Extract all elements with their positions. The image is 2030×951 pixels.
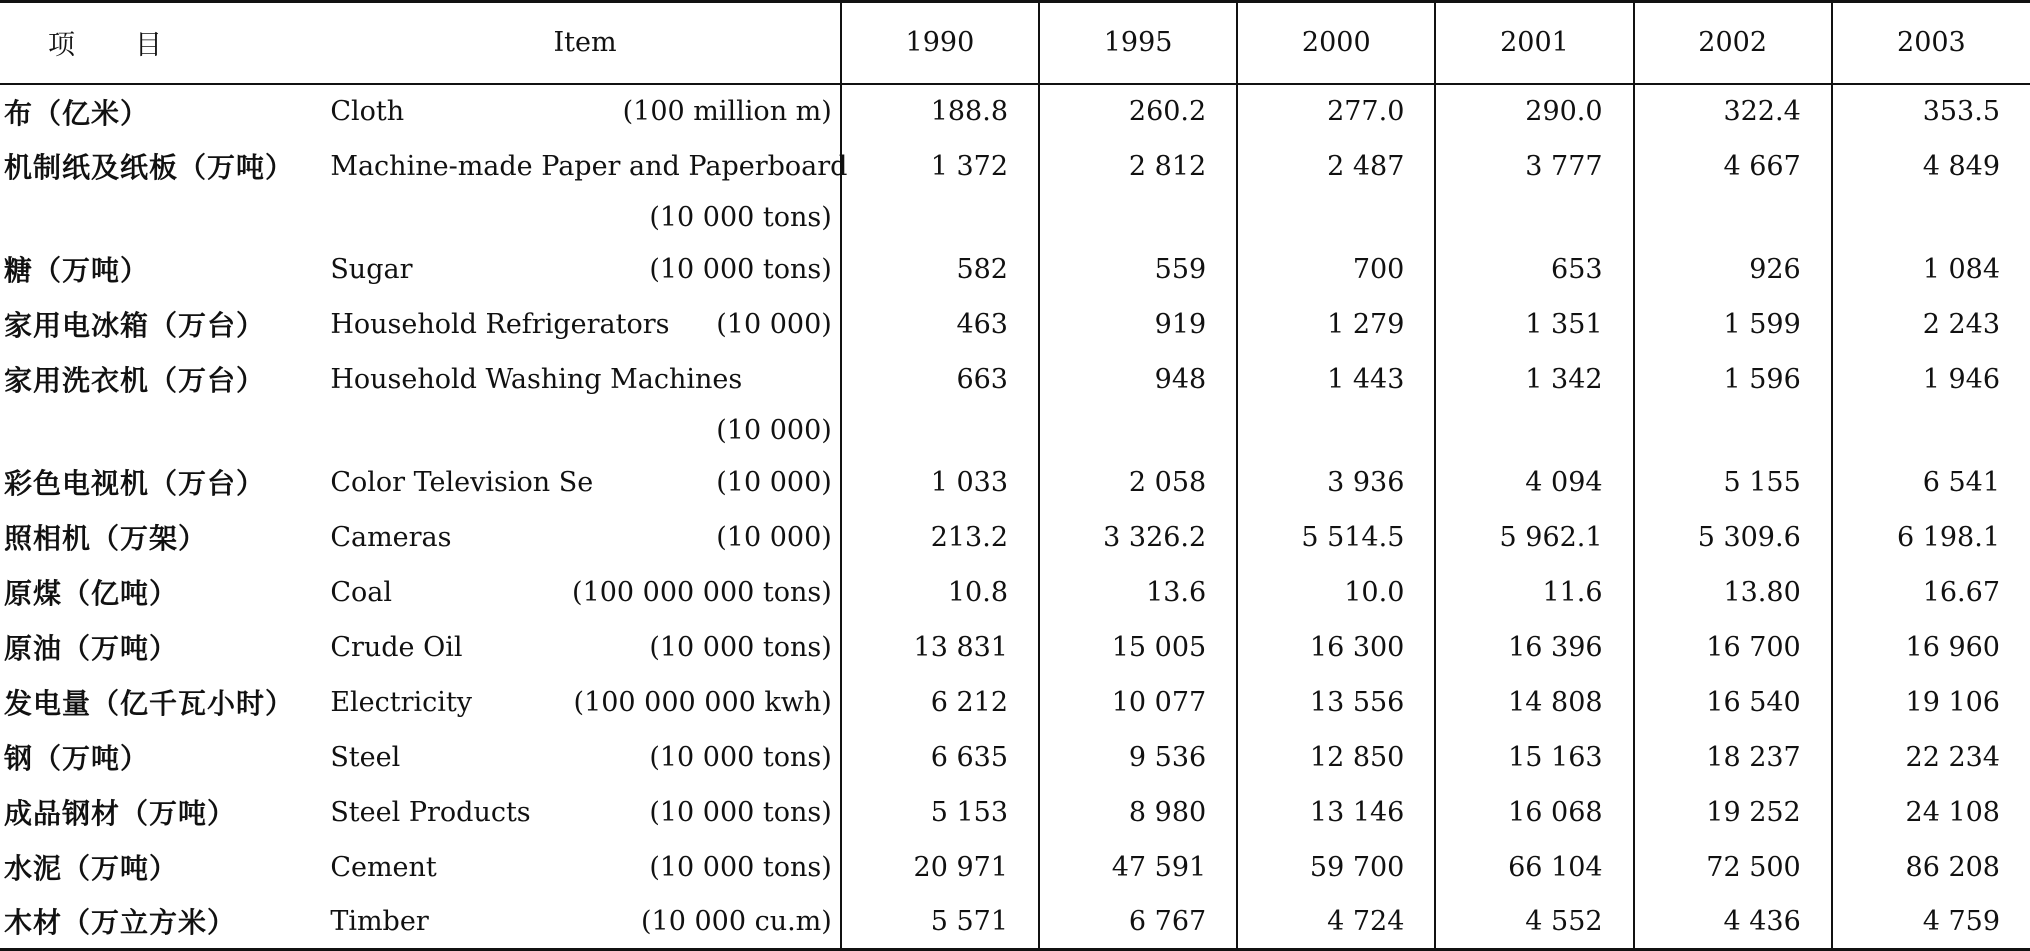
table-row: [0, 785, 2030, 840]
table-row: [0, 352, 2030, 407]
item-name: Crude Oil: [330, 631, 463, 663]
row-label-en: [330, 139, 848, 194]
item-unit: (10 000): [716, 415, 832, 446]
row-label-cn: 糖（万吨）: [4, 254, 150, 287]
value-cell: 1 084: [1832, 242, 2030, 297]
value-cell: 66 104: [1435, 840, 1633, 895]
row-label-en: [330, 730, 841, 785]
row-label-cn: 成品钢材（万吨）: [4, 797, 237, 830]
row-label-en: [330, 297, 841, 352]
value-cell: 13.80: [1634, 565, 1832, 620]
value-cell: 86 208: [1832, 840, 2030, 895]
table-row: [0, 84, 2030, 139]
row-label-cn: 钢（万吨）: [4, 742, 150, 775]
value-cell: 16 700: [1634, 620, 1832, 675]
row-label-en: [330, 675, 841, 730]
value-cell: 10 077: [1039, 675, 1237, 730]
value-cell: 19 106: [1832, 675, 2030, 730]
value-cell: 16 068: [1435, 785, 1633, 840]
value-cell: 16 960: [1832, 620, 2030, 675]
row-label-en: [330, 455, 841, 510]
value-cell: 582: [841, 242, 1039, 297]
value-cell: 4 094: [1435, 455, 1633, 510]
value-cell: 1 372: [841, 139, 1039, 194]
item-name: Color Television Se: [330, 466, 594, 498]
item-name: Steel: [330, 741, 401, 773]
value-cell: 8 980: [1039, 785, 1237, 840]
value-cell: 5 155: [1634, 455, 1832, 510]
value-cell: 19 252: [1634, 785, 1832, 840]
item-unit: (10 000 tons): [649, 202, 832, 233]
value-cell: 559: [1039, 242, 1237, 297]
header-year-2000: 2000: [1237, 2, 1435, 84]
value-cell: 5 571: [841, 895, 1039, 950]
table-row-continuation: [0, 194, 2030, 242]
value-cell: 13.6: [1039, 565, 1237, 620]
row-label-cn: 木材（万立方米）: [0, 895, 330, 950]
row-label-cn: 彩色电视机（万台）: [4, 467, 266, 500]
value-cell: 3 326.2: [1039, 510, 1237, 565]
table-row: [0, 565, 2030, 620]
value-cell: 16 396: [1435, 620, 1633, 675]
value-cell: 5 309.6: [1634, 510, 1832, 565]
row-label-en: [330, 620, 841, 675]
value-cell: 4 552: [1435, 895, 1633, 950]
value-cell: 6 198.1: [1832, 510, 2030, 565]
table-row: [0, 510, 2030, 565]
value-cell: 213.2: [841, 510, 1039, 565]
row-label-en: [330, 242, 841, 297]
item-name: Cameras: [330, 521, 452, 553]
header-year-1995: 1995: [1039, 2, 1237, 84]
item-unit: (100 million m): [622, 96, 832, 127]
value-cell: 4 436: [1634, 895, 1832, 950]
value-cell: 3 777: [1435, 139, 1633, 194]
value-cell: 4 759: [1832, 895, 2030, 950]
header-year-2002: 2002: [1634, 2, 1832, 84]
row-label-en: [330, 840, 841, 895]
table-row: [0, 242, 2030, 297]
value-cell: 5 514.5: [1237, 510, 1435, 565]
item-name: Sugar: [330, 253, 413, 285]
item-name: Electricity: [330, 686, 473, 718]
value-cell: 1 443: [1237, 352, 1435, 407]
row-label-en: [330, 785, 841, 840]
item-unit: (10 000): [716, 521, 832, 553]
table-row: [0, 139, 2030, 194]
header-item-cn: 项目: [0, 2, 330, 84]
value-cell: 5 962.1: [1435, 510, 1633, 565]
table-row: [0, 895, 2030, 950]
value-cell: 15 163: [1435, 730, 1633, 785]
item-name: Coal: [330, 576, 392, 608]
item-unit: (10 000 tons): [649, 631, 832, 663]
item-unit: (10 000): [716, 308, 832, 340]
row-label-cn: 原油（万吨）: [4, 632, 179, 665]
header-item-en: Item: [330, 2, 841, 84]
row-label-cn: 家用电冰箱（万台）: [4, 309, 266, 342]
value-cell: 1 599: [1634, 297, 1832, 352]
value-cell: 948: [1039, 352, 1237, 407]
value-cell: 6 767: [1039, 895, 1237, 950]
value-cell: 4 724: [1237, 895, 1435, 950]
value-cell: 59 700: [1237, 840, 1435, 895]
value-cell: 22 234: [1832, 730, 2030, 785]
item-name: Machine-made Paper and Paperboard: [330, 150, 848, 182]
value-cell: 5 153: [841, 785, 1039, 840]
table-row: [0, 297, 2030, 352]
value-cell: 9 536: [1039, 730, 1237, 785]
row-label-en: [330, 565, 841, 620]
table-row-continuation: [0, 407, 2030, 455]
value-cell: 188.8: [841, 84, 1039, 139]
value-cell: 2 812: [1039, 139, 1237, 194]
value-cell: 4 667: [1634, 139, 1832, 194]
value-cell: 1 946: [1832, 352, 2030, 407]
value-cell: 24 108: [1832, 785, 2030, 840]
item-unit: (10 000 cu.m): [640, 905, 832, 937]
table-row: [0, 620, 2030, 675]
value-cell: 20 971: [841, 840, 1039, 895]
value-cell: 2 058: [1039, 455, 1237, 510]
value-cell: 700: [1237, 242, 1435, 297]
value-cell: 16 540: [1634, 675, 1832, 730]
row-label-cn: 布（亿米）: [4, 96, 150, 130]
value-cell: 2 243: [1832, 297, 2030, 352]
value-cell: 15 005: [1039, 620, 1237, 675]
item-name: Cloth: [330, 96, 405, 127]
row-label-en: [330, 895, 841, 950]
value-cell: 277.0: [1237, 84, 1435, 139]
table-row: [0, 455, 2030, 510]
row-label-cn: 家用洗衣机（万台）: [4, 364, 266, 397]
table-row: [0, 730, 2030, 785]
row-label-cn: 发电量（亿千瓦小时）: [4, 687, 295, 720]
value-cell: 1 596: [1634, 352, 1832, 407]
value-cell: 13 146: [1237, 785, 1435, 840]
item-unit: (10 000 tons): [649, 253, 832, 285]
item-unit: (100 000 000 kwh): [573, 686, 832, 718]
value-cell: 3 936: [1237, 455, 1435, 510]
value-cell: 16 300: [1237, 620, 1435, 675]
value-cell: 1 033: [841, 455, 1039, 510]
header-row: [0, 2, 2030, 84]
row-label-en: [330, 510, 841, 565]
value-cell: 47 591: [1039, 840, 1237, 895]
value-cell: 322.4: [1634, 84, 1832, 139]
value-cell: 6 635: [841, 730, 1039, 785]
item-unit: (10 000 tons): [649, 796, 832, 828]
item-name: Timber: [330, 905, 429, 937]
value-cell: 4 849: [1832, 139, 2030, 194]
value-cell: 10.0: [1237, 565, 1435, 620]
value-cell: 260.2: [1039, 84, 1237, 139]
row-label-cn: 原煤（亿吨）: [4, 577, 179, 610]
item-name: Household Washing Machines: [330, 363, 743, 395]
header-year-2001: 2001: [1435, 2, 1633, 84]
table-row: [0, 840, 2030, 895]
value-cell: 2 487: [1237, 139, 1435, 194]
row-label-en: [330, 84, 841, 139]
row-label-cn: 水泥（万吨）: [4, 852, 179, 885]
value-cell: 6 212: [841, 675, 1039, 730]
value-cell: 1 342: [1435, 352, 1633, 407]
value-cell: 13 831: [841, 620, 1039, 675]
value-cell: 926: [1634, 242, 1832, 297]
value-cell: 1 279: [1237, 297, 1435, 352]
value-cell: 6 541: [1832, 455, 2030, 510]
item-unit: (10 000 tons): [649, 741, 832, 773]
value-cell: 663: [841, 352, 1039, 407]
value-cell: 290.0: [1435, 84, 1633, 139]
item-name: Cement: [330, 851, 437, 883]
item-name: Steel Products: [330, 796, 531, 828]
value-cell: 18 237: [1634, 730, 1832, 785]
row-label-en: [330, 352, 841, 407]
value-cell: 919: [1039, 297, 1237, 352]
value-cell: 14 808: [1435, 675, 1633, 730]
value-cell: 1 351: [1435, 297, 1633, 352]
item-unit: (100 000 000 tons): [572, 576, 832, 608]
row-label-cn: 照相机（万架）: [4, 522, 208, 555]
value-cell: 653: [1435, 242, 1633, 297]
value-cell: 353.5: [1832, 84, 2030, 139]
item-name: Household Refrigerators: [330, 308, 670, 340]
header-year-2003: 2003: [1832, 2, 2030, 84]
value-cell: 13 556: [1237, 675, 1435, 730]
item-unit: (10 000): [716, 466, 832, 498]
item-unit: (10 000 tons): [649, 851, 832, 883]
value-cell: 16.67: [1832, 565, 2030, 620]
table-row: [0, 675, 2030, 730]
value-cell: 12 850: [1237, 730, 1435, 785]
value-cell: 463: [841, 297, 1039, 352]
row-label-cn: 机制纸及纸板（万吨）: [4, 151, 295, 184]
header-year-1990: 1990: [841, 2, 1039, 84]
value-cell: 11.6: [1435, 565, 1633, 620]
value-cell: 10.8: [841, 565, 1039, 620]
value-cell: 72 500: [1634, 840, 1832, 895]
